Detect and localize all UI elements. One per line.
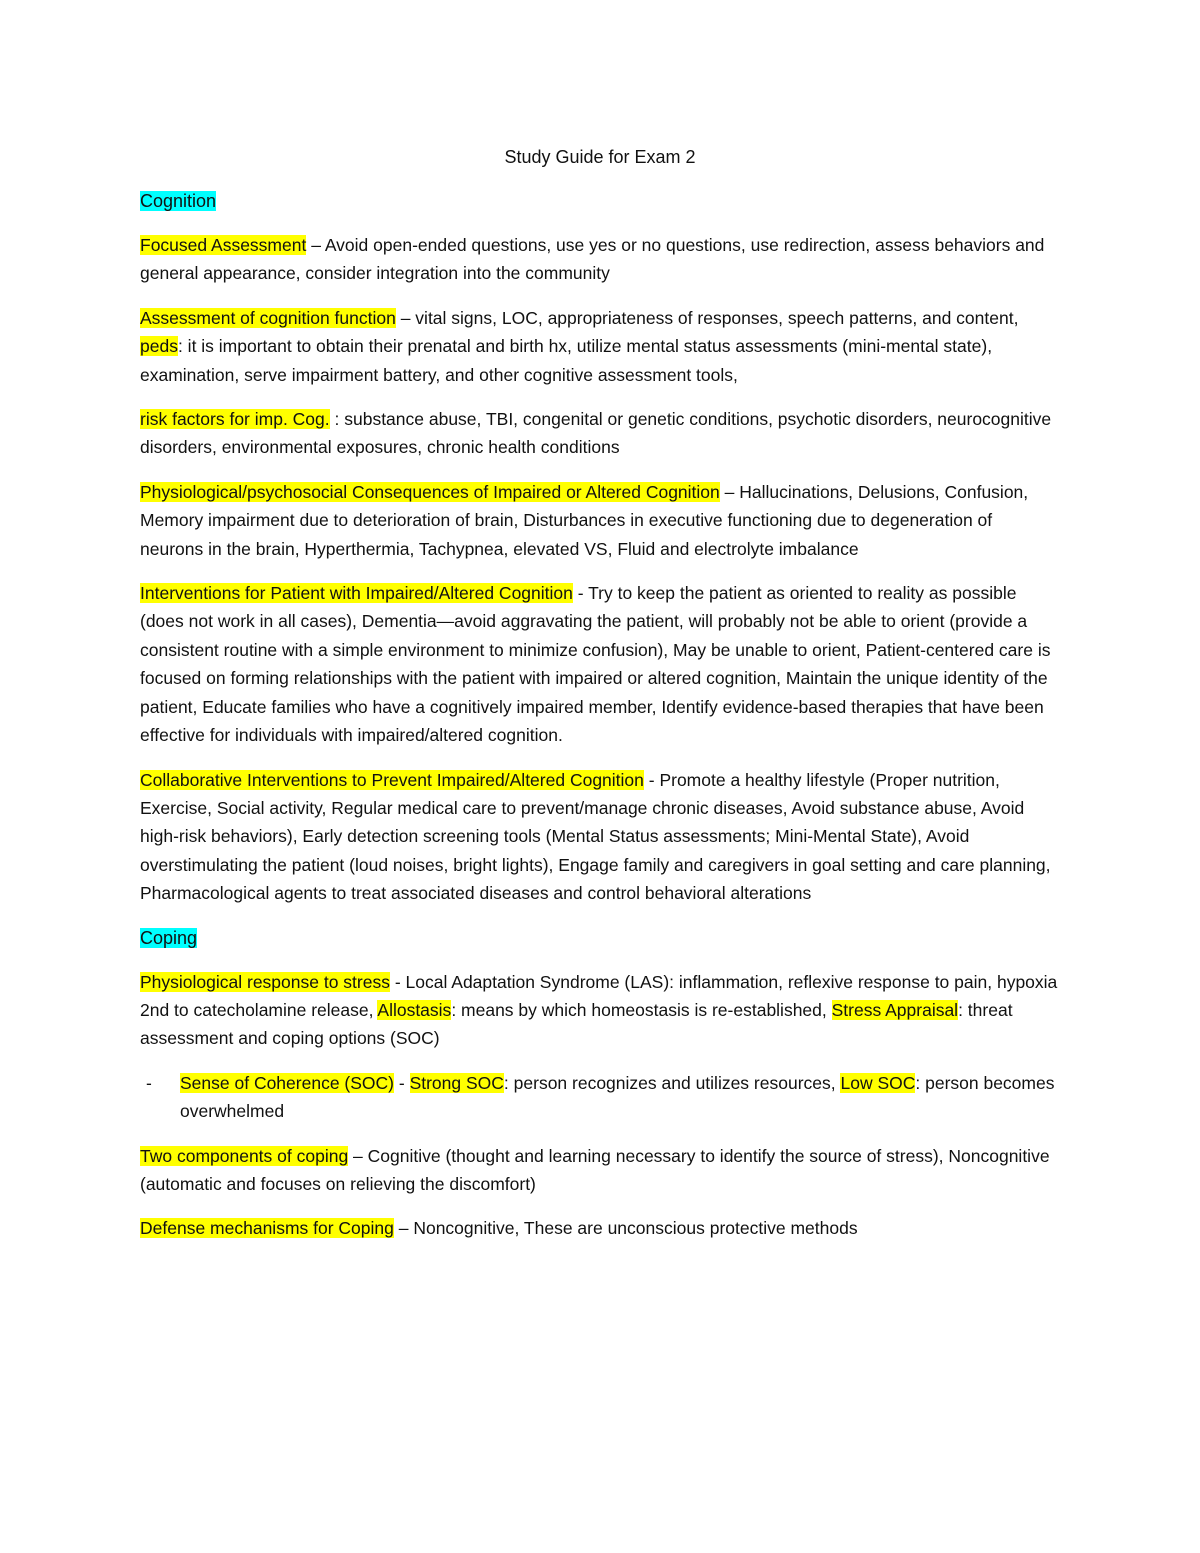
term-two-components: Two components of coping xyxy=(140,1145,349,1166)
text-soc-2: : person recognizes and utilizes resources, xyxy=(503,1072,841,1093)
text-risk-factors: : substance abuse, TBI, congenital or genetic conditions, psychotic disorders, neurocognitive disorders, environmental exposures, chronic health conditions xyxy=(140,409,1052,458)
text-two-components: – Cognitive (thought and learning necessary to identify the source of stress), Noncognitive (automatic and focuses on relieving the discomfort) xyxy=(140,1145,1050,1194)
text-physiological-response-2: : means by which homeostasis is re-established, xyxy=(451,999,832,1020)
term-consequences: Physiological/psychosocial Consequences of Impaired or Altered Cognition xyxy=(140,481,720,502)
term-low-soc: Low SOC xyxy=(840,1072,916,1093)
text-assessment-cognition-function-1: – vital signs, LOC, appropriateness of responses, speech patterns, and content, xyxy=(395,307,1019,328)
section-heading-coping xyxy=(140,924,1060,952)
paragraph-physiological-response xyxy=(140,968,1060,1053)
text-soc-3: : person becomes overwhelmed xyxy=(180,1072,1055,1122)
text-defense-mechanisms: – Noncognitive, These are unconscious protective methods xyxy=(393,1218,858,1239)
term-assessment-cognition-function: Assessment of cognition function xyxy=(140,307,396,328)
term-interventions: Interventions for Patient with Impaired/Altered Cognition xyxy=(140,583,573,604)
text-interventions: - Try to keep the patient as oriented to reality as possible (does not work in all cases), Dementia—avoid aggravating the patient, will probably not be able to orient (provide a consistent routine with a simple environment to minimize confusion), May be unable to orient, Patient-centered care is focused on forming relationships with the patient with impaired or altered cognition, Maintain the unique identity of the patient, Educate families who have a cognitively impaired member, Identify evidence-based therapies that have been effective for individuals with impaired/altered cognition. xyxy=(140,583,1051,746)
text-physiological-response-1: - Local Adaptation Syndrome (LAS): inflammation, reflexive response to pain, hypoxia 2nd to catecholamine release, xyxy=(140,971,1058,1020)
section-heading-cognition-text: Cognition xyxy=(140,191,217,211)
text-consequences: – Hallucinations, Delusions, Confusion, Memory impairment due to deterioration of brain, Disturbances in executive functioning due to degeneration of neurons in the brain, Hyperthermia, Tachypnea, elevated VS, Fluid and electrolyte imbalance xyxy=(140,481,1029,559)
text-assessment-cognition-function-2: : it is important to obtain their prenatal and birth hx, utilize mental status assessments (mini-mental state), examination, serve impairment battery, and other cognitive assessment tools, xyxy=(140,336,993,385)
section-heading-cognition xyxy=(140,187,1060,215)
term-allostasis: Allostasis xyxy=(377,999,452,1020)
term-strong-soc: Strong SOC xyxy=(409,1072,504,1093)
term-defense-mechanisms: Defense mechanisms for Coping xyxy=(140,1218,394,1239)
paragraph-collaborative-interventions xyxy=(140,766,1060,908)
bullet-sense-of-coherence xyxy=(140,1069,1060,1126)
bullet-marker: - xyxy=(146,1072,152,1093)
bullet-body-sense-of-coherence xyxy=(180,1069,1060,1126)
term-focused-assessment: Focused Assessment xyxy=(140,235,307,255)
paragraph-consequences xyxy=(140,478,1060,563)
document-title: Study Guide for Exam 2 xyxy=(504,147,696,167)
text-physiological-response-3: : threat assessment and coping options (SOC) xyxy=(140,999,1013,1049)
term-peds: peds xyxy=(140,336,178,357)
section-heading-coping-text: Coping xyxy=(140,927,198,948)
term-collaborative-interventions: Collaborative Interventions to Prevent Impaired/Altered Cognition xyxy=(140,769,644,790)
paragraph-risk-factors xyxy=(140,405,1060,462)
paragraph-defense-mechanisms xyxy=(140,1214,1060,1242)
term-risk-factors: risk factors for imp. Cog. xyxy=(140,409,330,430)
text-soc-1: - xyxy=(394,1072,410,1093)
text-collaborative-interventions: - Promote a healthy lifestyle (Proper nutrition, Exercise, Social activity, Regular medical care to prevent/manage chronic diseases, Avoid substance abuse, Avoid high-risk behaviors), Early detection screening tools (Mental Status assessments; Mini-Mental State), Avoid overstimulating the patient (loud noises, bright lights), Engage family and caregivers in goal setting and care planning, Pharmacological agents to treat associated diseases and control behavioral alterations xyxy=(140,769,1051,904)
paragraph-interventions xyxy=(140,579,1060,749)
text-focused-assessment: – Avoid open-ended questions, use yes or no questions, use redirection, assess behaviors and general appearance, consider integration into the community xyxy=(140,235,1045,284)
term-sense-of-coherence: Sense of Coherence (SOC) xyxy=(180,1072,394,1093)
term-stress-appraisal: Stress Appraisal xyxy=(831,999,959,1020)
term-physiological-response: Physiological response to stress xyxy=(140,971,390,992)
paragraph-focused-assessment xyxy=(140,231,1060,288)
paragraph-two-components xyxy=(140,1142,1060,1199)
paragraph-assessment-cognition-function xyxy=(140,304,1060,389)
